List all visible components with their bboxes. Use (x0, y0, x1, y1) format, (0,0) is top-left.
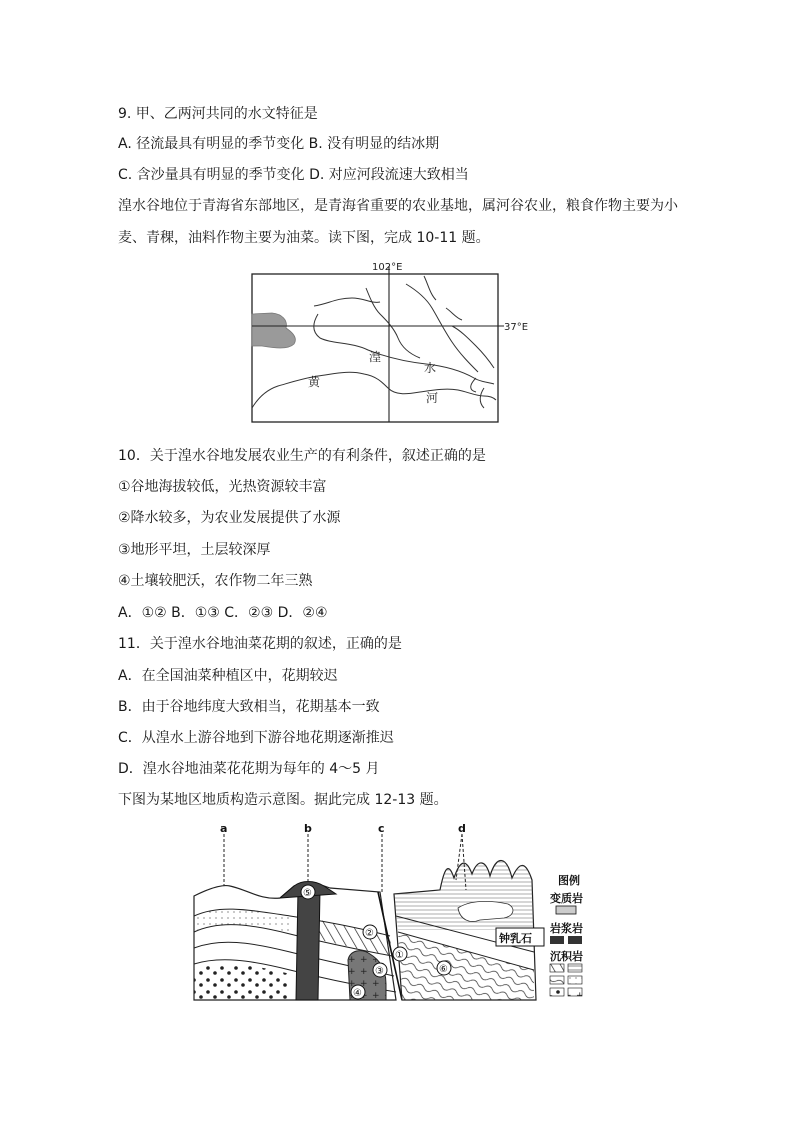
river-char-huang: 湟 (369, 350, 382, 364)
q9-options-row1: A. 径流最具有明显的季节变化 B. 没有明显的结冰期 (118, 136, 440, 152)
q11-stem: 11．关于湟水谷地油菜花期的叙述，正确的是 (118, 636, 402, 652)
q10-item-3: ③地形平坦，土层较深厚 (118, 542, 271, 558)
marker-4: ④ (353, 988, 362, 999)
q11-option-c: C．从湟水上游谷地到下游谷地花期逐渐推迟 (118, 730, 394, 746)
q9-stem: 9. 甲、乙两河共同的水文特征是 (118, 106, 318, 122)
marker-2: ② (365, 928, 374, 939)
marker-5: ⑤ (303, 888, 312, 899)
river-char-shui: 水 (424, 361, 437, 375)
q10-stem: 10．关于湟水谷地发展农业生产的有利条件，叙述正确的是 (118, 448, 486, 464)
q10-item-2: ②降水较多，为农业发展提供了水源 (118, 510, 341, 526)
site-label-a: a (220, 822, 228, 835)
site-label-d: d (458, 822, 466, 835)
site-label-b: b (304, 822, 312, 835)
legend (550, 873, 583, 996)
legend-title: 图例 (558, 874, 580, 887)
q11-option-a: A．在全国油菜种植区中，花期较迟 (118, 668, 338, 684)
legend-metamorphic: 变质岩 (550, 892, 583, 905)
marker-6: ⑥ (439, 964, 448, 975)
legend-sedimentary: 沉积岩 (550, 950, 583, 963)
river-char-yellow: 黄 (308, 375, 321, 389)
marker-1: ① (395, 950, 404, 961)
intro1-line1: 湟水谷地位于青海省东部地区，是青海省重要的农业基地，属河谷农业，粮食作物主要为小 (118, 198, 678, 214)
huangshui-map (248, 258, 548, 424)
stalactite-label: 钟乳石 (499, 932, 532, 945)
river-char-he: 河 (426, 391, 439, 405)
q10-item-4: ④土壤较肥沃，农作物二年三熟 (118, 573, 313, 589)
parallel-label: 37°E (504, 322, 529, 333)
marker-3: ③ (375, 966, 384, 977)
geologic-section (190, 820, 600, 1006)
legend-igneous: 岩浆岩 (550, 922, 583, 935)
q9-options-row2: C. 含沙量具有明显的季节变化 D. 对应河段流速大致相当 (118, 167, 469, 183)
site-label-c: c (378, 822, 385, 835)
q10-item-1: ①谷地海拔较低，光热资源较丰富 (118, 479, 327, 495)
q10-options: A．①② B．①③ C．②③ D．②④ (118, 605, 328, 621)
q11-option-b: B．由于谷地纬度大致相当，花期基本一致 (118, 699, 380, 715)
q11-option-d: D．湟水谷地油菜花花期为每年的 4～5 月 (118, 761, 380, 777)
intro1-line2: 麦、青稞，油料作物主要为油菜。读下图，完成 10-11 题。 (118, 230, 490, 246)
meridian-label: 102°E (372, 262, 403, 273)
intro2-line: 下图为某地区地质构造示意图。据此完成 12-13 题。 (118, 792, 448, 808)
